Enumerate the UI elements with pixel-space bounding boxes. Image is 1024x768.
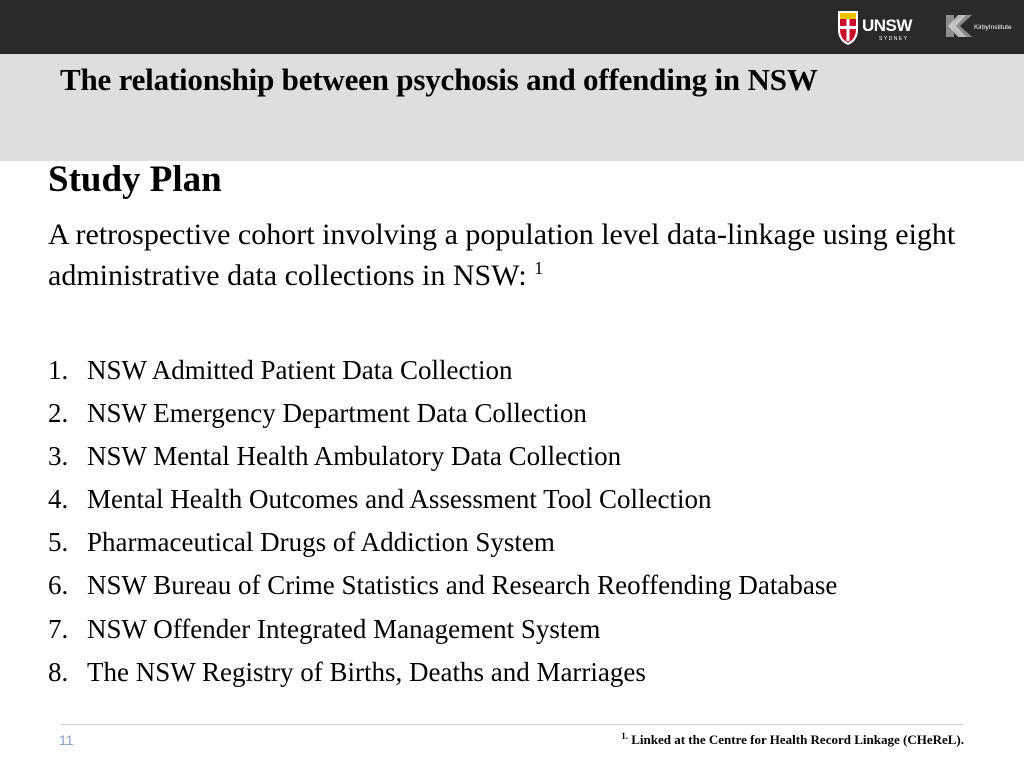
list-item <box>48 521 837 564</box>
footnote-text: Linked at the Centre for Health Record Linkage (CHeReL). <box>631 732 964 747</box>
intro-paragraph <box>48 214 968 296</box>
unsw-logo <box>836 9 922 46</box>
footnote <box>621 732 964 748</box>
kirby-institute-logo <box>944 12 1014 40</box>
intro-text: A retrospective cohort involving a population level data-linkage using eight administrative data collections in NSW: <box>48 218 956 292</box>
list-item <box>48 608 837 651</box>
list-item-label: NSW Bureau of Crime Statistics and Research Reoffending Database <box>87 570 838 601</box>
list-item-number: 4. <box>48 484 69 515</box>
footnote-mark: 1. <box>621 731 628 741</box>
list-item-number: 3. <box>48 441 69 472</box>
list-item <box>48 564 837 607</box>
unsw-logo-subtext: SYDNEY <box>879 36 909 42</box>
list-item-label: Mental Health Outcomes and Assessment Tool Collection <box>87 484 712 515</box>
footer-divider <box>60 724 964 725</box>
list-item-number: 6. <box>48 570 69 601</box>
list-item-number: 1. <box>48 355 69 385</box>
list-item-label: NSW Emergency Department Data Collection <box>87 398 587 429</box>
list-item <box>48 651 837 694</box>
list-item-label: NSW Offender Integrated Management System <box>87 613 601 644</box>
list-item-number: 2. <box>48 398 69 429</box>
list-item-number: 8. <box>48 656 69 687</box>
kirby-logo-text: KirbyInstitute <box>974 24 1012 31</box>
list-item-label: Pharmaceutical Drugs of Addiction System <box>87 527 555 558</box>
list-item <box>48 392 837 435</box>
list-item-label: NSW Admitted Patient Data Collection <box>87 355 513 385</box>
list-item-label: The NSW Registry of Births, Deaths and Marriages <box>87 656 646 687</box>
unsw-logo-text: UNSW <box>862 16 912 35</box>
section-heading: Study Plan <box>48 159 222 200</box>
list-item-number: 7. <box>48 613 69 644</box>
list-item-label: NSW Mental Health Ambulatory Data Collection <box>87 441 622 472</box>
list-item <box>48 435 837 478</box>
page-number: 11 <box>59 732 74 748</box>
collections-list <box>48 349 837 694</box>
list-item <box>48 478 837 521</box>
slide-title: The relationship between psychosis and offending in NSW <box>60 62 818 97</box>
list-item-number: 5. <box>48 527 69 558</box>
list-item <box>48 349 837 392</box>
intro-reference-mark: 1 <box>534 258 544 278</box>
